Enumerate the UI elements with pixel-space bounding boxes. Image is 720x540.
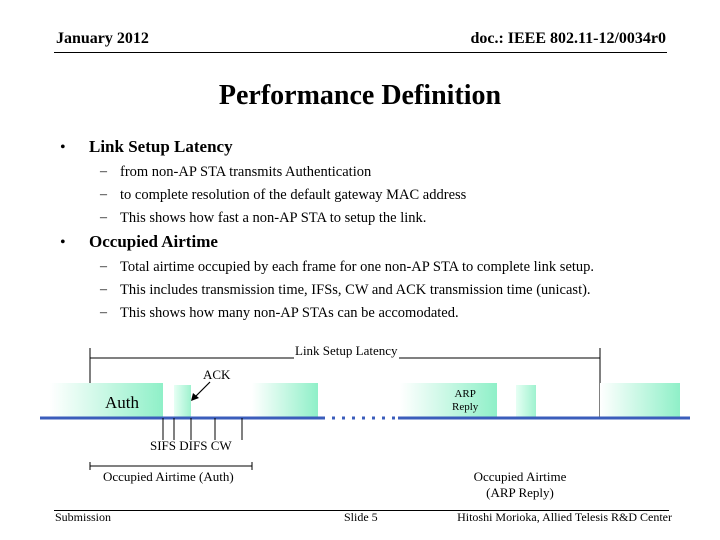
arp-label-line2: Reply xyxy=(452,401,479,413)
slide-title: Performance Definition xyxy=(218,80,502,111)
header-doc-id: doc.: IEEE 802.11-12/0034r0 xyxy=(470,30,666,47)
bullet-heading-latency: Link Setup Latency xyxy=(89,137,233,156)
ack-label: ACK xyxy=(203,367,231,382)
ack-arrow xyxy=(191,382,210,401)
arp-label-line1: ARP xyxy=(454,388,476,400)
frame-block xyxy=(252,383,318,417)
frame-block xyxy=(600,383,680,417)
sub-item: Total airtime occupied by each frame for one non-AP STA to complete link setup. xyxy=(120,259,595,275)
bullet-heading-airtime: Occupied Airtime xyxy=(89,232,218,251)
sub-item: This includes transmission time, IFSs, CW and ACK transmission time (unicast). xyxy=(120,282,591,298)
footer-author: Hitoshi Morioka, Allied Telesis R&D Center xyxy=(457,510,672,524)
sub-item: to complete resolution of the default gateway MAC address xyxy=(120,187,467,203)
airtime-arp-line2: (ARP Reply) xyxy=(486,485,554,500)
header-date: January 2012 xyxy=(56,30,149,47)
sub-marker: – xyxy=(100,282,107,297)
sub-marker: – xyxy=(100,187,107,202)
sub-marker: – xyxy=(100,259,107,274)
latency-label: Link Setup Latency xyxy=(295,343,398,358)
sub-marker: – xyxy=(100,210,107,225)
airtime-arp-line1: Occupied Airtime xyxy=(473,469,567,484)
bullet-marker: • xyxy=(60,139,66,156)
airtime-auth-label: Occupied Airtime (Auth) xyxy=(103,469,234,484)
bullet-marker: • xyxy=(60,234,66,251)
sub-item: from non-AP STA transmits Authentication xyxy=(120,164,372,180)
ack-frame xyxy=(516,385,536,417)
sub-marker: – xyxy=(100,164,107,179)
ack-frame xyxy=(174,385,191,417)
arp-reply-label xyxy=(452,388,478,414)
footer-submission: Submission xyxy=(55,510,112,524)
auth-label: Auth xyxy=(105,393,139,412)
sub-item: This shows how many non-AP STAs can be accomodated. xyxy=(120,305,459,321)
ifs-brackets xyxy=(163,418,242,440)
sub-item: This shows how fast a non-AP STA to setup the link. xyxy=(120,210,427,226)
sub-marker: – xyxy=(100,305,107,320)
airtime-arp-label xyxy=(460,469,580,501)
arp-reply-frame xyxy=(400,383,497,417)
ifs-label: SIFS DIFS CW xyxy=(150,438,232,453)
footer-slide-number: Slide 5 xyxy=(344,510,378,524)
